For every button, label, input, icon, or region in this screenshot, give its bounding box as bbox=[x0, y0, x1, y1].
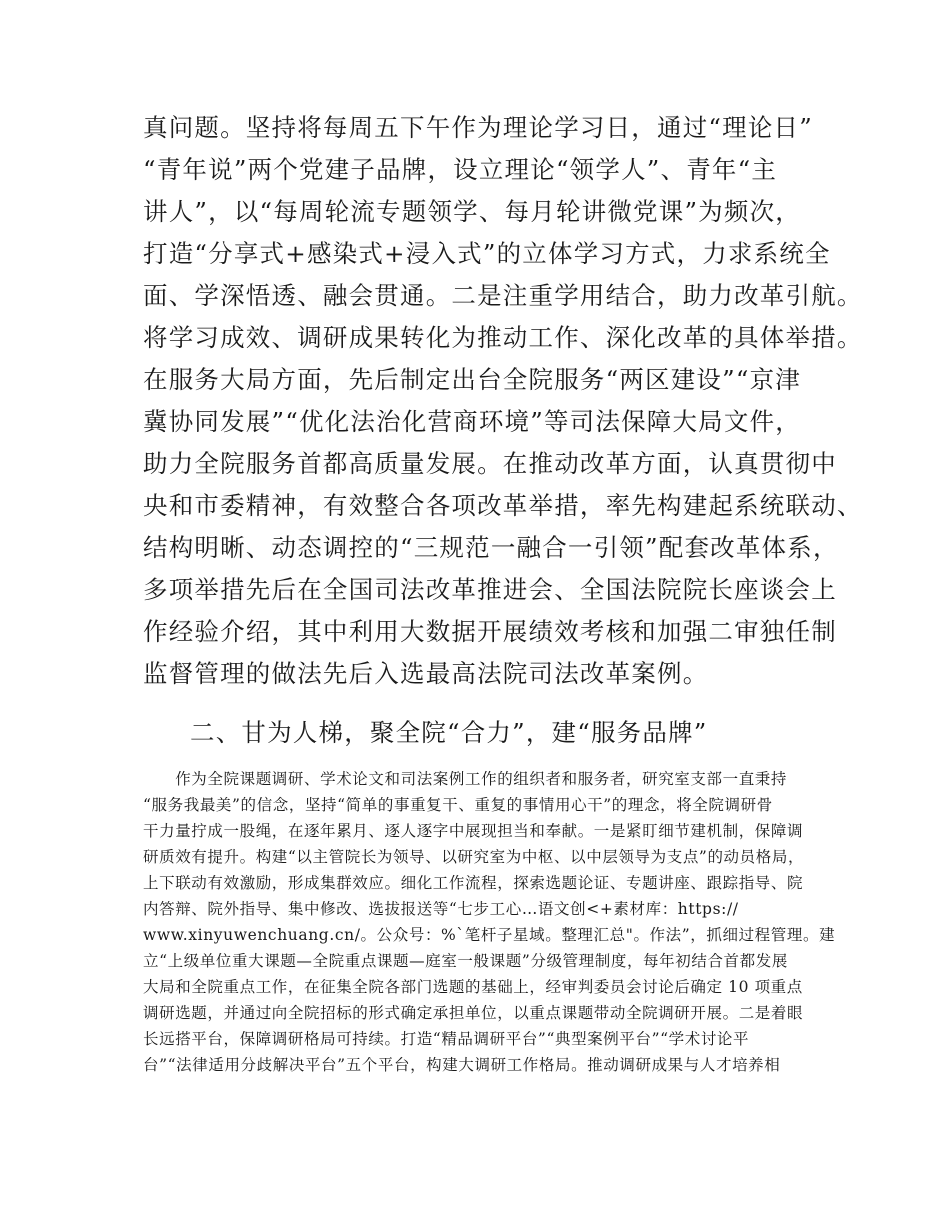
intro-line: 打造“分享式+感染式+浸入式”的立体学习方式，力求系统全 bbox=[143, 239, 831, 268]
body-line: 作为全院课题调研、学术论文和司法案例工作的组织者和服务者，研究室支部一直秉持 bbox=[143, 770, 788, 788]
intro-line: 结构明晰、动态调控的“三规范一融合一引领”配套改革体系， bbox=[143, 533, 839, 562]
intro-line: “青年说”两个党建子品牌，设立理论“领学人”、青年“主 bbox=[143, 155, 778, 184]
body-line: 干力量拧成一股绳，在逐年累月、逐人逐字中展现担当和奉献。一是紧盯细节建机制，保障调 bbox=[143, 822, 804, 840]
body-line: 调研选题，并通过向全院招标的形式确定承担单位，以重点课题带动全院调研开展。二是着眼 bbox=[143, 1004, 804, 1022]
body-line: “服务我最美”的信念，坚持“简单的事重复干、重复的事情用心干”的理念，将全院调研骨 bbox=[143, 796, 773, 814]
intro-line: 央和市委精神，有效整合各项改革举措，率先构建起系统联动、 bbox=[143, 491, 863, 520]
section-heading: 二、甘为人梯，聚全院“合力”，建“服务品牌” bbox=[190, 718, 708, 747]
intro-line: 作经验介绍，其中利用大数据开展绩效考核和加强二审独任制 bbox=[143, 617, 837, 646]
body-line: 立“上级单位重大课题—全院重点课题—庭室一般课题”分级管理制度，每年初结合首都发展 bbox=[143, 952, 788, 970]
body-line: 台”“法律适用分歧解决平台”五个平台，构建大调研工作格局。推动调研成果与人才培养相 bbox=[143, 1056, 781, 1074]
intro-line: 真问题。坚持将每周五下午作为理论学习日，通过“理论日” bbox=[143, 113, 813, 142]
body-line: 大局和全院重点工作，在征集全院各部门选题的基础上，经审判委员会讨论后确定 10 项重点 bbox=[143, 978, 803, 996]
intro-line: 冀协同发展”“优化法治化营商环境”等司法保障大局文件， bbox=[143, 407, 801, 436]
body-line: 长远搭平台，保障调研格局可持续。打造“精品调研平台”“典型案例平台”“学术讨论平 bbox=[143, 1030, 750, 1048]
body-line: www.xinyuwenchuang.cn/。公众号：%`笔杆子星域。整理汇总"。作法”，抓细过程管理。建 bbox=[143, 926, 836, 944]
intro-line: 面、学深悟透、融会贯通。二是注重学用结合，助力改革引航。 bbox=[143, 281, 863, 310]
intro-line: 多项举措先后在全国司法改革推进会、全国法院院长座谈会上 bbox=[143, 575, 837, 604]
intro-line: 将学习成效、调研成果转化为推动工作、深化改革的具体举措。 bbox=[143, 323, 863, 352]
intro-line: 讲人”，以“每周轮流专题领学、每月轮讲微党课”为频次， bbox=[143, 197, 801, 226]
intro-line: 在服务大局方面，先后制定出台全院服务“两区建设”“京津 bbox=[143, 365, 801, 394]
intro-line: 监督管理的做法先后入选最高法院司法改革案例。 bbox=[143, 659, 709, 688]
body-line: 上下联动有效激励，形成集群效应。细化工作流程，探索选题论证、专题讲座、跟踪指导、院 bbox=[143, 874, 804, 892]
body-line: 研质效有提升。构建“以主管院长为领导、以研究室为中枢、以中层领导为支点”的动员格局， bbox=[143, 848, 805, 866]
body-line: 内答辩、院外指导、集中修改、选拔报送等“七步工心…语文创<+素材库：https:// bbox=[143, 900, 739, 918]
intro-line: 助力全院服务首都高质量发展。在推动改革方面，认真贯彻中 bbox=[143, 449, 837, 478]
